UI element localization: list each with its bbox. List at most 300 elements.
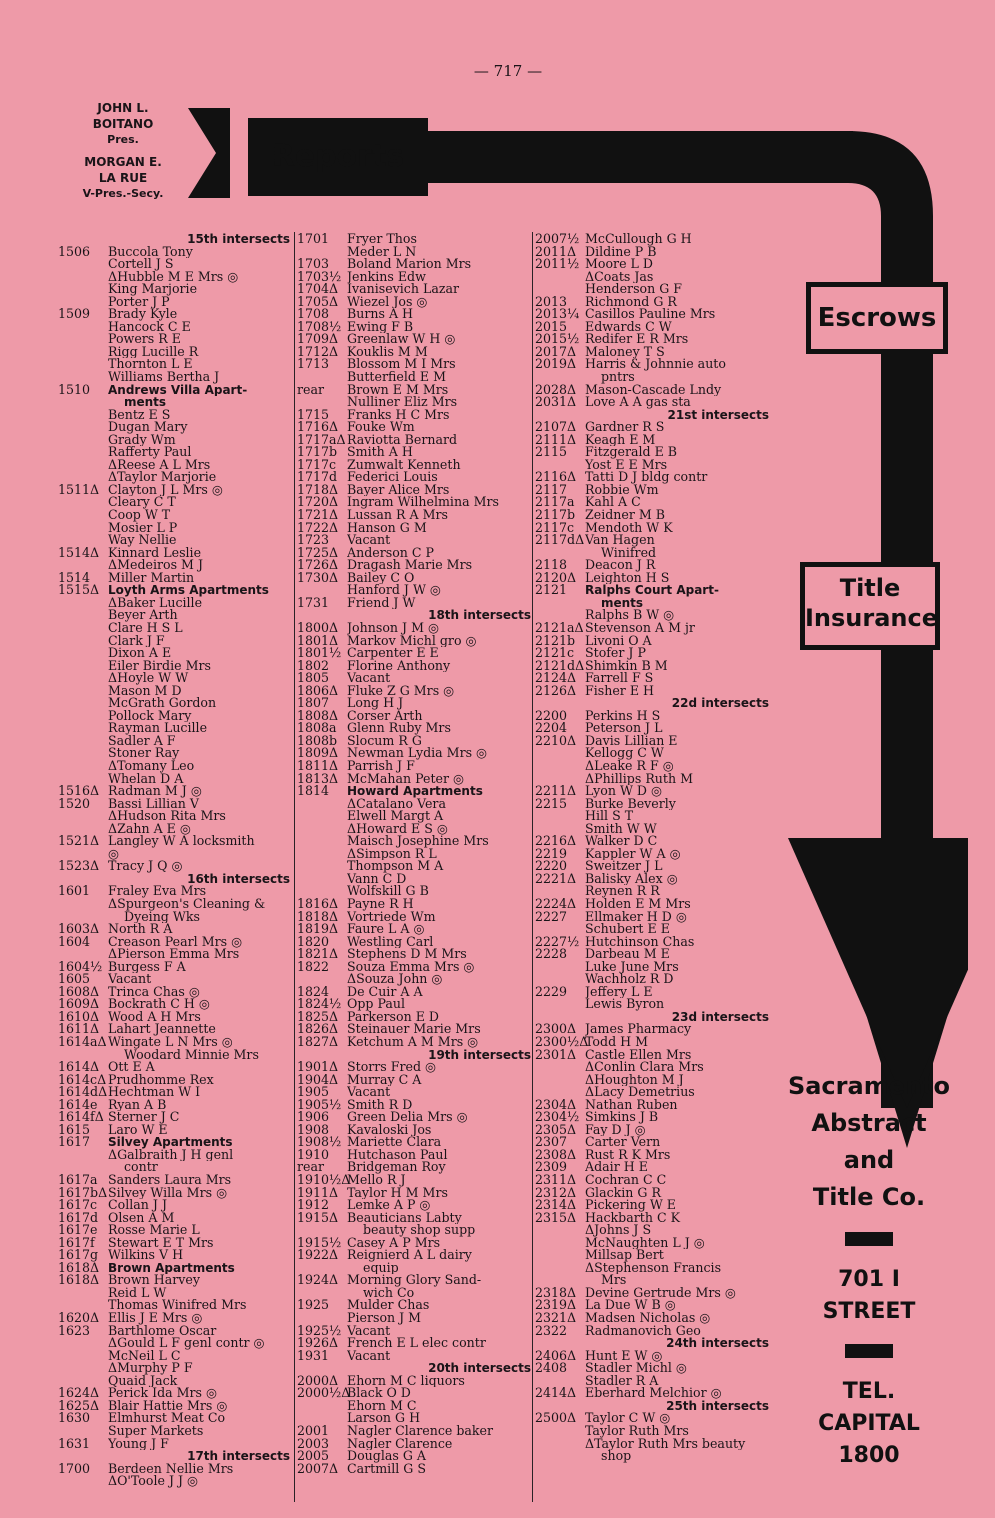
intersects-heading-text: 18th intersects	[428, 609, 531, 622]
street-number	[58, 496, 108, 509]
resident-name: Luke June Mrs	[585, 960, 679, 974]
intersects-heading-text: 21st intersects	[667, 408, 769, 422]
street-number: 1910½Δ	[297, 1174, 351, 1187]
street-number: 1610Δ	[58, 1010, 100, 1024]
resident-name: Creason Pearl Mrs ◎	[108, 935, 243, 949]
resident-name: Leighton H S	[585, 571, 670, 585]
officer-name: LA RUE	[98, 171, 148, 185]
directory-entry	[297, 873, 533, 886]
escrows-box: Escrows	[806, 282, 948, 354]
street-number: 2126Δ	[535, 684, 577, 698]
street-number: 1705Δ	[297, 295, 339, 309]
street-number	[58, 522, 108, 535]
street-number: 2107Δ	[535, 421, 577, 434]
directory-entry	[58, 409, 292, 422]
directory-entry	[58, 609, 292, 622]
resident-name: ΔLacy Demetrius	[585, 1086, 695, 1099]
resident-name: Vacant	[347, 1324, 391, 1338]
street-number: 1510	[58, 383, 91, 397]
resident-name: Burns A H	[347, 308, 414, 321]
directory-entry	[297, 384, 533, 397]
resident-name: Lyon W D ◎	[585, 785, 662, 798]
directory-column-2	[297, 233, 533, 1475]
resident-name: Winifred	[601, 546, 657, 560]
street-number	[58, 697, 108, 710]
street-number: 1811Δ	[297, 759, 339, 773]
intersects-heading	[535, 697, 771, 710]
street-number: 1718Δ	[297, 483, 339, 497]
resident-name: De Cuir A A	[347, 985, 423, 999]
street-number: 1708½	[297, 320, 342, 334]
resident-name: Opp Paul	[347, 998, 406, 1011]
resident-name: pntrs	[601, 371, 635, 384]
resident-name: Ketchum A M Mrs ◎	[347, 1036, 479, 1049]
directory-entry	[58, 810, 292, 823]
street-number	[535, 747, 585, 760]
resident-name: ΔHoughton M J	[585, 1073, 684, 1087]
resident-name: Mariette Clara	[347, 1136, 442, 1149]
directory-entry	[58, 1412, 292, 1425]
resident-name: Elmhurst Meat Co	[108, 1412, 226, 1425]
resident-name: Zeidner M B	[585, 509, 666, 522]
resident-name: Wingate L N Mrs ◎	[108, 1036, 233, 1049]
resident-name: ΔO'Toole J J ◎	[108, 1475, 199, 1488]
directory-entry	[58, 346, 292, 359]
resident-name: Fisher E H	[585, 684, 654, 698]
street-number: 1712Δ	[297, 345, 339, 359]
street-number	[297, 246, 347, 259]
street-number	[58, 672, 108, 685]
street-number	[535, 1262, 585, 1275]
directory-entry	[58, 1438, 292, 1451]
street-number: rear	[297, 383, 325, 397]
directory-entry	[58, 534, 292, 547]
directory-entry	[297, 333, 533, 346]
street-number	[535, 923, 585, 936]
resident-name: beauty shop supp	[363, 1224, 476, 1237]
resident-name: Blair Hattie Mrs ◎	[108, 1399, 228, 1413]
directory-entry	[535, 271, 771, 284]
resident-name: Robbie Wm	[585, 483, 659, 497]
officer-title: Pres.	[107, 133, 139, 146]
street-number: 1922Δ	[297, 1249, 339, 1262]
street-number	[58, 321, 108, 334]
directory-entry	[535, 936, 771, 949]
intersects-heading	[535, 409, 771, 422]
resident-name: Parkerson E D	[347, 1010, 439, 1024]
resident-name: Hackbarth C K	[585, 1211, 680, 1225]
column-divider	[294, 232, 295, 1502]
resident-name: Andrews Villa Apart-	[108, 383, 248, 397]
resident-name: Rust R K Mrs	[585, 1148, 671, 1162]
street-number: 1601	[58, 885, 91, 898]
street-number	[58, 635, 108, 648]
resident-name: Nagler Clarence baker	[347, 1424, 494, 1438]
street-number: 1801Δ	[297, 634, 339, 648]
street-number: 1910	[297, 1148, 330, 1162]
directory-entry	[535, 1362, 771, 1375]
resident-name: Fay D J ◎	[585, 1123, 646, 1137]
street-number: 1926Δ	[297, 1337, 339, 1350]
street-number: 2311Δ	[535, 1174, 577, 1187]
directory-entry	[535, 1249, 771, 1262]
directory-entry	[58, 1463, 292, 1476]
resident-name: Harris & Johnnie auto	[585, 358, 726, 372]
resident-name: ΔMurphy P F	[108, 1362, 193, 1375]
resident-name: ΔHoyle W W	[108, 672, 189, 685]
street-number: 1915Δ	[297, 1211, 339, 1225]
street-number	[58, 722, 108, 735]
intersects-heading-text: 15th intersects	[187, 233, 290, 246]
intersects-heading	[58, 233, 292, 246]
directory-entry	[58, 1400, 292, 1413]
street-number: 1617c	[58, 1199, 98, 1212]
directory-entry	[58, 434, 292, 447]
street-number	[58, 346, 108, 359]
resident-name: Brown Harvey	[108, 1274, 200, 1287]
directory-entry	[297, 597, 533, 610]
resident-name: Reynen R R	[585, 885, 660, 898]
street-number: 1703	[297, 258, 330, 271]
street-number: 2406Δ	[535, 1349, 577, 1363]
directory-entry	[58, 722, 292, 735]
intersects-heading-text: 17th intersects	[187, 1450, 290, 1463]
directory-entry	[297, 1023, 533, 1036]
street-number: 1915½	[297, 1236, 342, 1250]
resident-name: Devine Gertrude Mrs ◎	[585, 1286, 736, 1300]
street-number	[58, 685, 108, 698]
street-number: 2013	[535, 295, 568, 309]
title-insurance-line: Title	[839, 574, 901, 602]
page-number: — 717 —	[473, 62, 543, 80]
directory-entry	[58, 1274, 292, 1287]
street-number: 1703½	[297, 270, 342, 284]
resident-name: Edwards C W	[585, 320, 672, 334]
street-number: 2001	[297, 1424, 330, 1438]
street-number: 1807	[297, 697, 330, 710]
street-number: 1824	[297, 985, 330, 999]
directory-entry	[297, 672, 533, 685]
intersects-heading	[297, 1362, 533, 1375]
resident-name: Barthlome Oscar	[108, 1324, 217, 1338]
directory-entry	[58, 986, 292, 999]
resident-name: ΔBaker Lucille	[108, 596, 203, 610]
directory-entry	[58, 1475, 292, 1488]
resident-name: Wilkins V H	[108, 1249, 184, 1262]
street-number	[297, 798, 347, 811]
directory-entry	[535, 446, 771, 459]
directory-entry	[535, 860, 771, 873]
resident-name: ΔTomany Leo	[108, 759, 195, 773]
resident-name: Taylor H M Mrs	[347, 1186, 448, 1200]
directory-entry	[297, 1099, 533, 1112]
resident-name: Cleary C T	[108, 496, 176, 510]
resident-name: Sweitzer J L	[585, 860, 663, 873]
resident-name: Powers R E	[108, 333, 181, 346]
resident-name: Steinauer Marie Mrs	[347, 1023, 481, 1036]
resident-name: Miller Martin	[108, 571, 195, 585]
street-number	[535, 773, 585, 786]
street-number	[58, 597, 108, 610]
directory-entry	[535, 660, 771, 673]
street-number: 1515Δ	[58, 584, 100, 597]
intersects-heading	[535, 1011, 771, 1024]
street-number	[535, 271, 585, 284]
resident-name: Florine Anthony	[347, 659, 451, 673]
street-number: 1514	[58, 571, 91, 585]
resident-name: Hutchinson Chas	[585, 935, 695, 949]
street-number: 2309	[535, 1161, 568, 1175]
street-number	[297, 396, 347, 409]
street-number: 2121c	[535, 647, 575, 660]
resident-name: McNaughten L J ◎	[585, 1236, 705, 1250]
resident-name: Anderson C P	[347, 546, 435, 560]
street-number: 2028Δ	[535, 383, 577, 397]
directory-entry	[535, 1224, 771, 1237]
directory-entry	[535, 421, 771, 434]
directory-entry	[297, 1463, 533, 1476]
resident-name: Redifer E R Mrs	[585, 333, 689, 346]
directory-entry	[58, 911, 292, 924]
directory-entry	[535, 1425, 771, 1438]
street-number: 1614Δ	[58, 1061, 100, 1074]
resident-name: Stewart E T Mrs	[108, 1236, 214, 1250]
resident-name: Stofer J P	[585, 647, 646, 660]
resident-name: Radman M J ◎	[108, 785, 202, 798]
directory-entry	[58, 923, 292, 936]
street-number: 1608Δ	[58, 985, 100, 999]
directory-entry	[58, 1375, 292, 1388]
directory-entry	[535, 321, 771, 334]
street-number: 1808a	[297, 722, 337, 735]
resident-name: Fraley Eva Mrs	[108, 885, 207, 898]
resident-name: Greenlaw W H ◎	[347, 333, 456, 346]
resident-name: Fluke Z G Mrs ◎	[347, 684, 455, 698]
street-number: 1717c	[297, 458, 337, 472]
directory-entry	[58, 1036, 292, 1049]
resident-name: Millsap Bert	[585, 1249, 664, 1262]
street-number: 2200	[535, 709, 568, 723]
directory-entry	[58, 1262, 292, 1275]
street-number	[535, 998, 585, 1011]
street-number: 1617e	[58, 1224, 98, 1237]
resident-name: Stevenson A M jr	[585, 621, 695, 635]
resident-name: Jeffery L E	[585, 985, 653, 999]
directory-entry	[297, 860, 533, 873]
resident-name: Fouke Wm	[347, 421, 415, 434]
street-number: 1821Δ	[297, 948, 339, 961]
directory-entry	[535, 911, 771, 924]
directory-entry	[297, 1074, 533, 1087]
street-number: 1617d	[58, 1211, 99, 1225]
street-number: 2228	[535, 948, 568, 961]
directory-entry	[297, 1287, 533, 1300]
resident-name: Brady Kyle	[108, 308, 178, 321]
street-number: 2000½Δ	[297, 1387, 351, 1400]
street-number: 1731	[297, 596, 330, 610]
directory-entry	[535, 522, 771, 535]
resident-name: Reignierd A L dairy	[347, 1249, 472, 1262]
resident-name: Balisky Alex ◎	[585, 872, 678, 886]
street-number: 1625Δ	[58, 1399, 100, 1413]
directory-entry	[535, 1049, 771, 1062]
directory-entry	[297, 1262, 533, 1275]
resident-name: Mrs	[601, 1274, 627, 1287]
directory-entry	[297, 572, 533, 585]
resident-name: Rigg Lucille R	[108, 345, 199, 359]
resident-name: Taylor Ruth Mrs	[585, 1424, 689, 1438]
street-number	[535, 885, 585, 898]
directory-entry	[58, 446, 292, 459]
intersects-heading-text: 25th intersects	[666, 1399, 769, 1413]
resident-name: Quaid Jack	[108, 1374, 178, 1388]
street-number	[58, 358, 108, 371]
resident-name: King Marjorie	[108, 283, 198, 296]
street-number: 2204	[535, 722, 568, 735]
street-number	[58, 434, 108, 447]
intersects-heading	[297, 609, 533, 622]
street-number: 1630	[58, 1412, 91, 1425]
street-number: 1925	[297, 1299, 330, 1313]
resident-name: Sanders Laura Mrs	[108, 1174, 232, 1187]
directory-entry	[297, 1212, 533, 1225]
directory-entry	[58, 559, 292, 572]
street-number	[535, 823, 585, 836]
intersects-heading-text: 24th intersects	[666, 1337, 769, 1350]
resident-name: Vortriede Wm	[347, 910, 436, 924]
street-number	[58, 647, 108, 660]
resident-name: Ehorn M C	[347, 1399, 417, 1413]
directory-entry	[297, 973, 533, 986]
directory-entry	[535, 396, 771, 409]
title-insurance-line: Insurance	[805, 604, 939, 632]
street-number	[58, 773, 108, 786]
directory-entry	[535, 798, 771, 811]
resident-name: Pollock Mary	[108, 709, 192, 723]
resident-name: Blossom M I Mrs	[347, 358, 456, 372]
resident-name: Clayton J L Mrs ◎	[108, 483, 223, 497]
resident-name: Silvey Apartments	[108, 1136, 233, 1149]
directory-entry	[58, 973, 292, 986]
street-number: 1631	[58, 1437, 91, 1451]
street-number	[297, 1312, 347, 1325]
street-number: 2117b	[535, 509, 576, 522]
street-number: 2321Δ	[535, 1312, 577, 1325]
street-number	[58, 258, 108, 271]
street-number	[58, 735, 108, 748]
directory-entry	[535, 1412, 771, 1425]
directory-entry	[297, 396, 533, 409]
directory-entry	[535, 1061, 771, 1074]
directory-entry	[297, 798, 533, 811]
intersects-heading	[297, 1049, 533, 1062]
directory-entry	[535, 534, 771, 547]
street-number	[535, 1086, 585, 1099]
street-number: 1726Δ	[297, 559, 339, 572]
resident-name: Federici Louis	[347, 471, 438, 484]
street-number: 1708	[297, 308, 330, 321]
resident-name: Ellmaker H D ◎	[585, 910, 687, 924]
directory-entry	[297, 1350, 533, 1363]
resident-name: Hechtman W I	[108, 1086, 201, 1099]
intersects-heading-text: 23d intersects	[671, 1010, 769, 1024]
street-number: 2304½	[535, 1111, 580, 1124]
street-number	[535, 961, 585, 974]
resident-name: Zumwalt Kenneth	[347, 458, 461, 472]
resident-name: ΔTaylor Marjorie	[108, 471, 217, 484]
directory-entry	[535, 384, 771, 397]
street-number	[297, 973, 347, 986]
directory-entry	[535, 747, 771, 760]
directory-entry	[535, 1350, 771, 1363]
street-number: 1717aΔ	[297, 433, 346, 447]
street-number	[535, 1438, 585, 1451]
street-number: 1924Δ	[297, 1274, 339, 1287]
resident-name: Clark J F	[108, 634, 165, 648]
directory-entry	[535, 685, 771, 698]
street-number: 2015	[535, 320, 568, 334]
directory-entry	[297, 283, 533, 296]
resident-name: Ivanisevich Lazar	[347, 283, 459, 296]
directory-entry	[58, 509, 292, 522]
directory-entry	[297, 496, 533, 509]
street-number	[58, 609, 108, 622]
street-number	[58, 823, 108, 836]
directory-entry	[58, 848, 292, 861]
street-number	[58, 409, 108, 422]
directory-entry	[535, 597, 771, 610]
directory-entry	[535, 1187, 771, 1200]
directory-entry	[58, 1086, 292, 1099]
street-number: 1614dΔ	[58, 1086, 108, 1099]
directory-entry	[58, 697, 292, 710]
resident-name: ΔSpurgeon's Cleaning &	[108, 897, 266, 911]
resident-name: Whelan D A	[108, 772, 184, 786]
resident-name: Mello R J	[347, 1174, 406, 1187]
resident-name: Jenkins Edw	[347, 270, 426, 284]
directory-entry	[58, 898, 292, 911]
directory-entry	[58, 1299, 292, 1312]
resident-name: Dixon A E	[108, 647, 172, 660]
resident-name: ΔPhillips Ruth M	[585, 772, 693, 786]
street-number	[535, 810, 585, 823]
directory-entry	[297, 1387, 533, 1400]
directory-entry	[297, 1237, 533, 1250]
street-number: 2019Δ	[535, 358, 577, 372]
resident-name: ments	[601, 596, 644, 610]
directory-entry	[58, 584, 292, 597]
directory-entry	[58, 1074, 292, 1087]
street-number: 2000Δ	[297, 1374, 339, 1388]
street-number	[297, 1224, 347, 1237]
directory-entry	[297, 321, 533, 334]
directory-entry	[58, 1199, 292, 1212]
resident-name: ΔReese A L Mrs	[108, 458, 211, 472]
street-number: 1509	[58, 308, 91, 321]
street-number: 1614aΔ	[58, 1036, 107, 1049]
street-number	[297, 1287, 347, 1300]
resident-name: Newman Lydia Mrs ◎	[347, 747, 488, 760]
directory-entry	[535, 973, 771, 986]
street-number: 2031Δ	[535, 396, 577, 409]
street-number: 1516Δ	[58, 785, 100, 798]
street-number: 1717d	[297, 471, 338, 484]
street-number: 2115	[535, 446, 568, 459]
directory-entry	[297, 785, 533, 798]
street-number: 1816Δ	[297, 897, 339, 911]
resident-name: Adair H E	[585, 1161, 648, 1175]
intersects-heading	[535, 1400, 771, 1413]
